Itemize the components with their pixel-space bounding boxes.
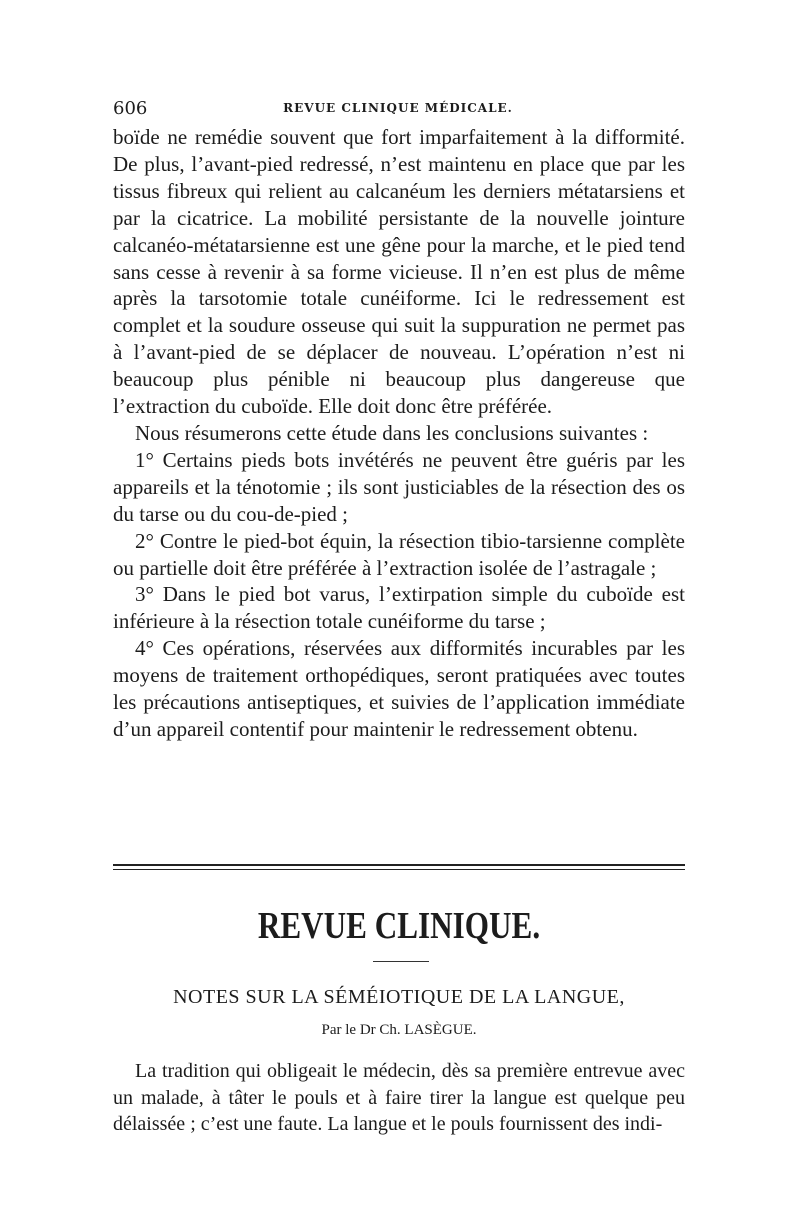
divider-rule (113, 864, 685, 866)
conclusion-item: 4° Ces opérations, réservées aux difformités incurables par les moyens de traitement orthopédiques, seront pratiquées avec toutes les précautions antiseptiques, et suivies de l’application immédiate d’un appareil contentif pour maintenir le redressement obtenu. (113, 636, 685, 741)
conclusion-item: 1° Certains pieds bots invétérés ne peuvent être guéris par les appareils et la ténotomie ; ils sont justiciables de la résection des os du tarse ou du cou-de-pied ; (113, 447, 685, 526)
body-text (113, 124, 685, 743)
article-title: NOTES SUR LA SÉMÉIOTIQUE DE LA LANGUE, (173, 986, 625, 1008)
conclusion-item: 2° Contre le pied-bot équin, la résection tibio-tarsienne complète ou partielle doit être préférée à l’extraction isolée de l’astragale ; (113, 528, 685, 580)
section-title: REVUE CLINIQUE. (257, 905, 541, 947)
running-head (113, 98, 683, 120)
divider-rule (113, 869, 685, 870)
section-divider (113, 864, 685, 873)
article-text (113, 1058, 685, 1138)
paragraph: Nous résumerons cette étude dans les conclusions suivantes : (135, 420, 649, 445)
title-underline (373, 961, 429, 962)
byline: Par le Dr Ch. LASÈGUE. (321, 1022, 477, 1038)
journal-title: REVUE CLINIQUE MÉDICALE. (283, 101, 513, 115)
page-number: 606 (113, 98, 148, 119)
conclusion-item: 3° Dans le pied bot varus, l’extirpation simple du cuboïde est inférieure à la résection totale cunéiforme du tarse ; (113, 582, 685, 634)
paragraph: La tradition qui obligeait le médecin, dès sa première entrevue avec un malade, à tâter le pouls et à faire tirer la langue est quelque peu délaissée ; c’est une faute. La langue et le pouls fournissent des indi- (113, 1060, 685, 1135)
paragraph: boïde ne remédie souvent que fort imparfaitement à la difformité. De plus, l’avant-pied redressé, n’est maintenu en place que par les tissus fibreux qui relient au calcanéum les derniers métatarsiens et par la cicatrice. La mobilité persistante de la nouvelle jointure calcanéo-métatarsienne est une gêne pour la marche, et le pied tend sans cesse à revenir à sa forme vicieuse. Il n’en est plus de même après la tarsotomie totale cunéiforme. Ici le redressement est complet et la soudure osseuse qui suit la suppuration ne permet pas à l’avant-pied de se déplacer de nouveau. L’opération n’est ni beaucoup plus pénible ni beaucoup plus dangereuse que l’extraction du cuboïde. Elle doit donc être préférée. (113, 125, 685, 419)
